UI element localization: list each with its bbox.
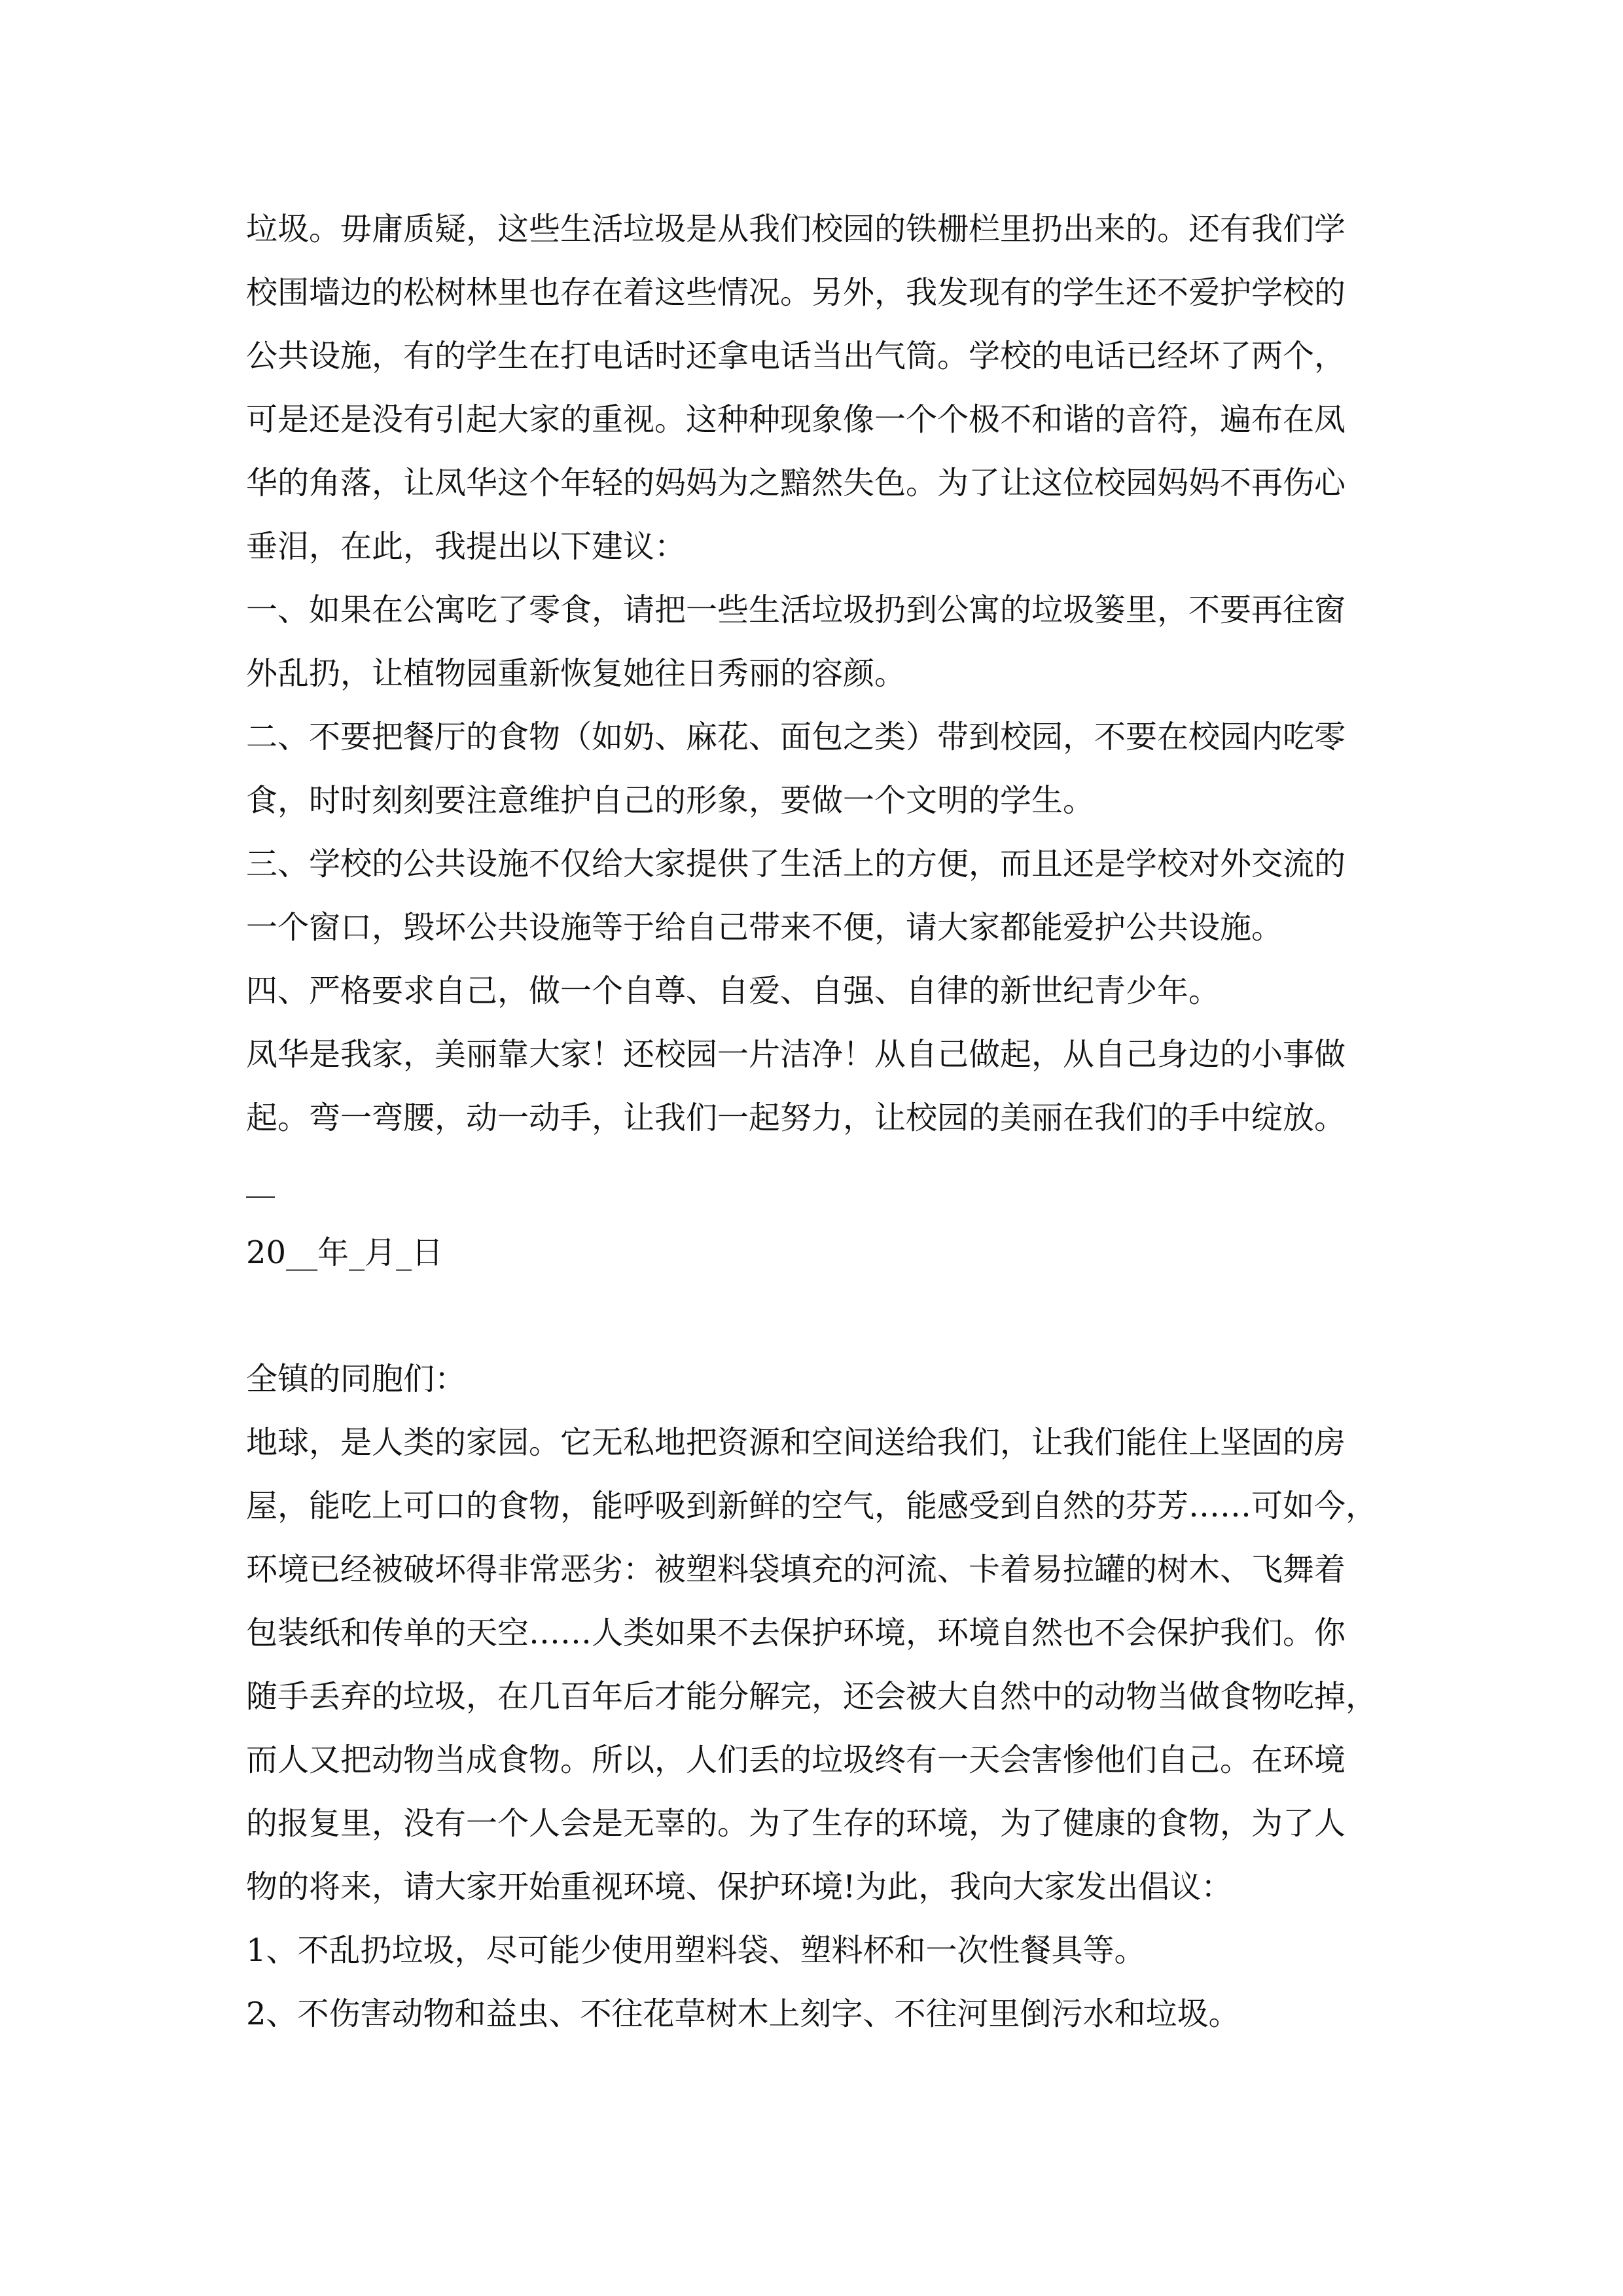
list-item-line: 2、不伤害动物和益虫、不往花草树木上刻字、不往河里倒污水和垃圾。	[246, 1996, 1240, 2032]
paragraph-line: 地球，是人类的家园。它无私地把资源和空间送给我们，让我们能住上坚固的房	[246, 1424, 1346, 1461]
list-item-line: 一个窗口，毁坏公共设施等于给自己带来不便，请大家都能爱护公共设施。	[246, 909, 1283, 946]
paragraph-line: 校围墙边的松树林里也存在着这些情况。另外，我发现有的学生还不爱护学校的	[246, 274, 1346, 311]
list-item-line: 三、学校的公共设施不仅给大家提供了生活上的方便，而且还是学校对外交流的	[246, 846, 1346, 882]
paragraph-line: 凤华是我家，美丽靠大家！还校园一片洁净！从自己做起，从自己身边的小事做	[246, 1036, 1346, 1073]
paragraph-line: 可是还是没有引起大家的重视。这种种现象像一个个极不和谐的音符，遍布在凤	[246, 401, 1346, 438]
paragraph-line: 包装纸和传单的天空……人类如果不去保护环境，环境自然也不会保护我们。你	[246, 1615, 1346, 1651]
list-item-line: 外乱扔，让植物园重新恢复她往日秀丽的容颜。	[246, 655, 906, 692]
paragraph-line: 环境已经被破坏得非常恶劣：被塑料袋填充的河流、卡着易拉罐的树木、飞舞着	[246, 1551, 1346, 1588]
paragraph-line: 公共设施，有的学生在打电话时还拿电话当出气筒。学校的电话已经坏了两个，	[246, 338, 1346, 374]
paragraph-line: 华的角落，让凤华这个年轻的妈妈为之黯然失色。为了让这位校园妈妈不再伤心	[246, 465, 1346, 501]
list-item-line: 1、不乱扔垃圾，尽可能少使用塑料袋、塑料杯和一次性餐具等。	[246, 1932, 1146, 1969]
paragraph-line: 屋，能吃上可口的食物，能呼吸到新鲜的空气，能感受到自然的芬芳……可如今，	[246, 1488, 1378, 1524]
paragraph-line: 垃圾。毋庸质疑，这些生活垃圾是从我们校园的铁栅栏里扔出来的。还有我们学	[246, 211, 1346, 247]
signature-blank-line	[246, 1196, 275, 1198]
paragraph-line: 的报复里，没有一个人会是无辜的。为了生存的环境，为了健康的食物，为了人	[246, 1805, 1346, 1842]
paragraph-line: 物的将来，请大家开始重视环境、保护环境!为此，我向大家发出倡议：	[246, 1869, 1233, 1905]
paragraph-line: 起。弯一弯腰，动一动手，让我们一起努力，让校园的美丽在我们的手中绽放。	[246, 1100, 1346, 1136]
paragraph-line: 而人又把动物当成食物。所以，人们丢的垃圾终有一天会害惨他们自己。在环境	[246, 1742, 1346, 1778]
paragraph-line: 随手丢弃的垃圾，在几百年后才能分解完，还会被大自然中的动物当做食物吃掉，	[246, 1678, 1378, 1715]
list-item-line: 食，时时刻刻要注意维护自己的形象，要做一个文明的学生。	[246, 782, 1095, 819]
list-item-line: 四、严格要求自己，做一个自尊、自爱、自强、自律的新世纪青少年。	[246, 973, 1221, 1009]
list-item-line: 一、如果在公寓吃了零食，请把一些生活垃圾扔到公寓的垃圾篓里，不要再往窗	[246, 592, 1346, 628]
date-line: 20__年_月_日	[246, 1234, 444, 1271]
list-item-line: 二、不要把餐厅的食物（如奶、麻花、面包之类）带到校园，不要在校园内吃零	[246, 719, 1346, 755]
paragraph-line: 垂泪，在此，我提出以下建议：	[246, 528, 687, 565]
greeting: 全镇的同胞们：	[246, 1361, 467, 1397]
